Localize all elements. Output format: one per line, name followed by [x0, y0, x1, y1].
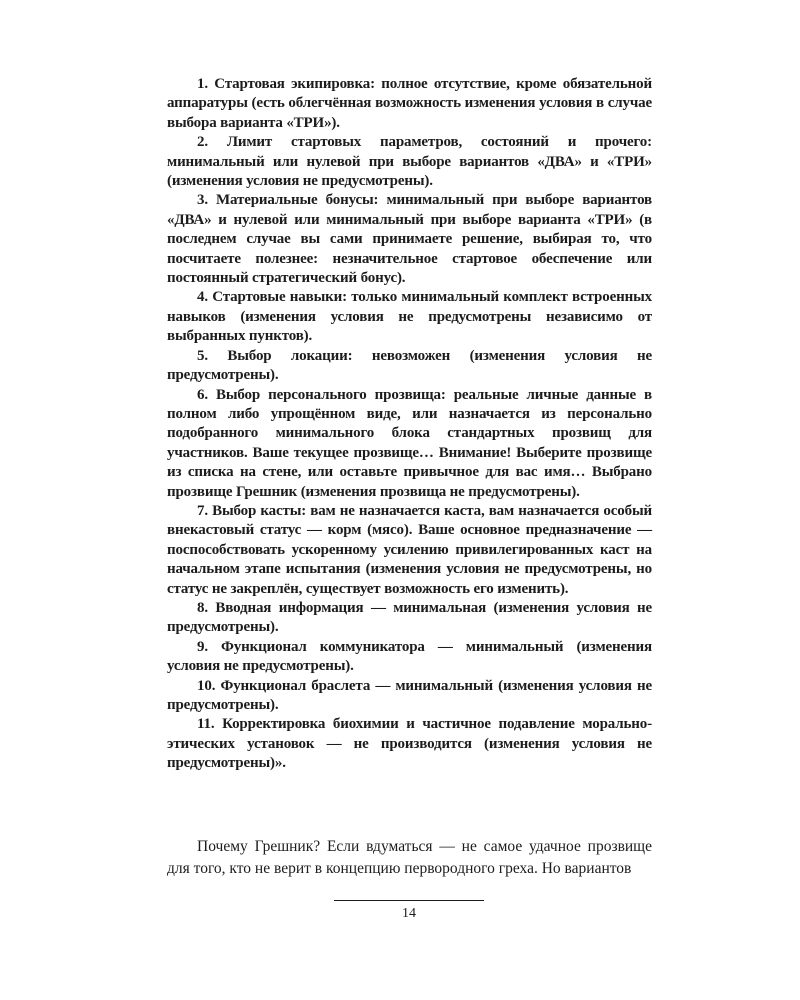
list-item-1: 1. Стартовая экипировка: полное отсутствие, кроме обязательной аппаратуры (есть облегчённая возможность изменения условия в случае выбора варианта «ТРИ»). — [167, 76, 652, 131]
conditions-list — [167, 75, 652, 774]
narrative-text — [167, 836, 652, 879]
page-number: 14 — [402, 906, 416, 921]
list-item-8: 8. Вводная информация — минимальная (изменения условия не предусмотрены). — [167, 599, 652, 636]
list-item-6: 6. Выбор персонального прозвища: реальные личные данные в полном либо упрощённом виде, или назначается из персонально подобранного минимального блока стандартных прозвищ для участников. Ваше текущее прозвище… Внимание! Выберите прозвище из списка на стене, или оставьте привычное для вас имя… Выбрано прозвище Грешник (изменения прозвища не предусмотрены). — [167, 386, 652, 500]
list-item-2: 2. Лимит стартовых параметров, состояний и прочего: минимальный или нулевой при выборе вариантов «ДВА» и «ТРИ» (изменения условия не предусмотрены). — [167, 134, 652, 190]
body-paragraph: Почему Грешник? Если вдуматься — не самое удачное прозвище для того, кто не верит в концепцию первородного греха. Но вариантов — [167, 838, 652, 877]
list-item-11: 11. Корректировка биохимии и частичное подавление морально-этических установок — не производится (изменения условия не предусмотрены)». — [167, 716, 652, 772]
list-item-7: 7. Выбор касты: вам не назначается каста, вам назначается особый внекастовый статус — корм (мясо). Ваше основное предназначение — поспособствовать ускоренному усилению привилегированных каст на начальном этапе испытания (изменения условия не предусмотрены, но статус не закреплён, существует возможность его изменить). — [167, 502, 652, 597]
list-item-4: 4. Стартовые навыки: только минимальный комплект встроенных навыков (изменения условия не предусмотрены независимо от выбранных пунктов). — [167, 289, 652, 345]
list-item-10: 10. Функционал браслета — минимальный (изменения условия не предусмотрены). — [167, 677, 652, 713]
list-item-9: 9. Функционал коммуникатора — минимальный (изменения условия не предусмотрены). — [167, 638, 652, 675]
list-item-3: 3. Материальные бонусы: минимальный при выборе вариантов «ДВА» и нулевой или минимальный при выборе варианта «ТРИ» (в последнем случае вы сами принимаете решение, выбирая то, что посчитаете полезнее: незначительное стартовое обеспечение или постоянный стратегический бонус). — [167, 192, 652, 287]
list-item-5: 5. Выбор локации: невозможен (изменения условия не предусмотрены). — [167, 347, 652, 384]
footer-divider — [334, 900, 484, 901]
